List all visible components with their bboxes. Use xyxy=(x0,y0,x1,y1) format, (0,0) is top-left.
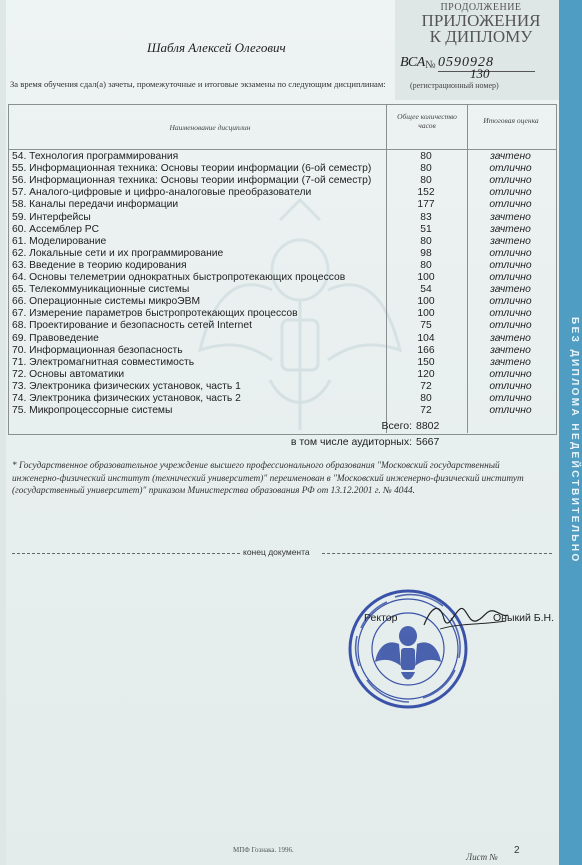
discipline-hours: 72 xyxy=(420,380,432,392)
registration-number: 130 xyxy=(470,66,490,81)
total-label: Всего: xyxy=(381,420,412,432)
left-edge-strip xyxy=(0,0,6,865)
discipline-grade: отлично xyxy=(489,272,532,283)
discipline-hours: 100 xyxy=(417,296,435,308)
end-divider-right xyxy=(322,553,552,554)
column-header-hours: Общее количество часов xyxy=(397,112,457,130)
discipline-hours: 104 xyxy=(417,332,435,344)
discipline-grade: отлично xyxy=(489,393,532,404)
discipline-name: 67. Измерение параметров быстропротекающих процессов xyxy=(12,308,298,320)
sheet-number: 2 xyxy=(514,845,520,856)
discipline-name: 63. Введение в теорию кодирования xyxy=(12,259,187,271)
discipline-name: 71. Электромагнитная совместимость xyxy=(12,356,195,368)
discipline-hours: 83 xyxy=(420,211,432,223)
discipline-name: 64. Основы телеметрии однократных быстропротекающих процессов xyxy=(12,272,346,283)
discipline-name: 57. Аналого-цифровые и цифро-аналоговые преобразователи xyxy=(12,187,312,199)
discipline-name: 72. Основы автоматики xyxy=(12,368,125,380)
supplement-title xyxy=(405,0,557,45)
rector-label: Ректор xyxy=(364,612,398,624)
discipline-grade: зачтено xyxy=(490,344,531,356)
number-sign: № xyxy=(425,59,436,71)
diploma-series: ВСА xyxy=(400,55,426,70)
discipline-hours: 166 xyxy=(417,344,435,356)
discipline-grade: отлично xyxy=(489,296,532,308)
column-header-grade: Итоговая оценка xyxy=(483,116,539,125)
discipline-grade: отлично xyxy=(489,175,532,187)
discipline-name: 56. Информационная техника: Основы теории информации (7-ой семестр) xyxy=(12,175,372,187)
discipline-name: 61. Моделирование xyxy=(12,235,107,247)
discipline-name: 62. Локальные сети и их программирование xyxy=(12,247,224,259)
discipline-hours: 150 xyxy=(417,356,435,368)
discipline-grade: зачтено xyxy=(490,223,531,235)
discipline-grade: отлично xyxy=(489,320,532,332)
title-line-3: К ДИПЛОМУ xyxy=(429,27,533,46)
discipline-hours: 100 xyxy=(417,308,435,320)
discipline-grade: отлично xyxy=(489,308,532,320)
discipline-name: 66. Операционные системы микроЭВМ xyxy=(12,296,201,308)
discipline-hours: 80 xyxy=(420,175,432,187)
discipline-hours: 120 xyxy=(417,368,435,380)
discipline-name: 75. Микропроцессорные системы xyxy=(12,405,173,417)
discipline-grade: отлично xyxy=(489,380,532,392)
intro-text: За время обучения сдал(а) зачеты, промежуточные и итоговые экзамены по следующим дисциплинам: xyxy=(10,79,386,89)
discipline-grade: отлично xyxy=(489,259,532,271)
discipline-name: 58. Каналы передачи информации xyxy=(12,199,179,211)
discipline-name: 60. Ассемблер PC xyxy=(12,223,100,235)
discipline-grade: отлично xyxy=(489,368,532,380)
end-divider-left xyxy=(12,553,240,554)
discipline-hours: 80 xyxy=(420,393,432,404)
discipline-grade: зачтено xyxy=(490,332,531,344)
discipline-grade: отлично xyxy=(489,163,532,175)
title-line-1: ПРОДОЛЖЕНИЕ xyxy=(440,2,522,13)
rector-name: Оныкий Б.Н. xyxy=(493,612,555,624)
column-header-name: Наименование дисциплин xyxy=(169,123,251,132)
discipline-grade: зачтено xyxy=(490,151,531,162)
discipline-grade: зачтено xyxy=(490,235,531,247)
discipline-hours: 75 xyxy=(420,320,432,332)
discipline-name: 68. Проектирование и безопасность сетей Internet xyxy=(12,320,252,332)
discipline-grade: отлично xyxy=(489,187,532,199)
discipline-name: 74. Электроника физических установок, часть 2 xyxy=(12,393,241,404)
discipline-hours: 177 xyxy=(417,199,435,211)
discipline-hours: 51 xyxy=(420,223,432,235)
footnote: * Государственное образовательное учреждение высшего профессионального образования "Московский государственный инженерно-физический институт (технический университет)" переименован в "Московский инженерно-физический институт (государственный университет)" приказом Министерства образования РФ от 13.12.2001 г. № 4044. xyxy=(12,461,524,496)
discipline-name: 69. Правоведение xyxy=(12,332,99,344)
discipline-name: 59. Интерфейсы xyxy=(12,211,91,223)
discipline-name: 70. Информационная безопасность xyxy=(12,344,183,356)
registration-caption: (регистрационный номер) xyxy=(410,81,499,90)
title-line-2: ПРИЛОЖЕНИЯ xyxy=(421,11,541,30)
discipline-name: 54. Технология программирования xyxy=(12,151,179,162)
discipline-hours: 80 xyxy=(420,259,432,271)
sheet-label: Лист № xyxy=(466,852,498,862)
header-divider xyxy=(8,149,557,150)
discipline-grade: отлично xyxy=(489,199,532,211)
total-value: 8802 xyxy=(416,420,440,432)
discipline-grade: зачтено xyxy=(490,356,531,368)
discipline-grade: зачтено xyxy=(490,211,531,223)
discipline-hours: 100 xyxy=(417,272,435,283)
discipline-name: 55. Информационная техника: Основы теории информации (6-ой семестр) xyxy=(12,163,372,175)
printer-imprint: МПФ Гознака. 1996. xyxy=(233,846,294,854)
discipline-grade: зачтено xyxy=(490,284,531,296)
discipline-hours: 80 xyxy=(420,163,432,175)
discipline-name: 73. Электроника физических установок, часть 1 xyxy=(12,380,241,392)
discipline-hours: 80 xyxy=(420,235,432,247)
discipline-hours: 80 xyxy=(420,151,432,162)
end-of-document: конец документа xyxy=(243,547,310,557)
discipline-hours: 98 xyxy=(420,247,432,259)
diploma-number: 0590928 xyxy=(438,55,494,70)
side-warning-text: БЕЗ ДИПЛОМА НЕДЕЙСТВИТЕЛЬНО xyxy=(569,316,580,564)
discipline-hours: 152 xyxy=(417,187,435,199)
auditory-label: в том числе аудиторных: xyxy=(290,436,412,448)
discipline-grade: отлично xyxy=(489,247,532,259)
discipline-hours: 54 xyxy=(420,284,432,296)
discipline-grade: отлично xyxy=(489,405,532,417)
student-name: Шабля Алексей Олегович xyxy=(147,40,286,55)
discipline-name: 65. Телекоммуникационные системы xyxy=(12,284,190,296)
discipline-hours: 72 xyxy=(420,405,432,417)
auditory-value: 5667 xyxy=(416,436,440,448)
